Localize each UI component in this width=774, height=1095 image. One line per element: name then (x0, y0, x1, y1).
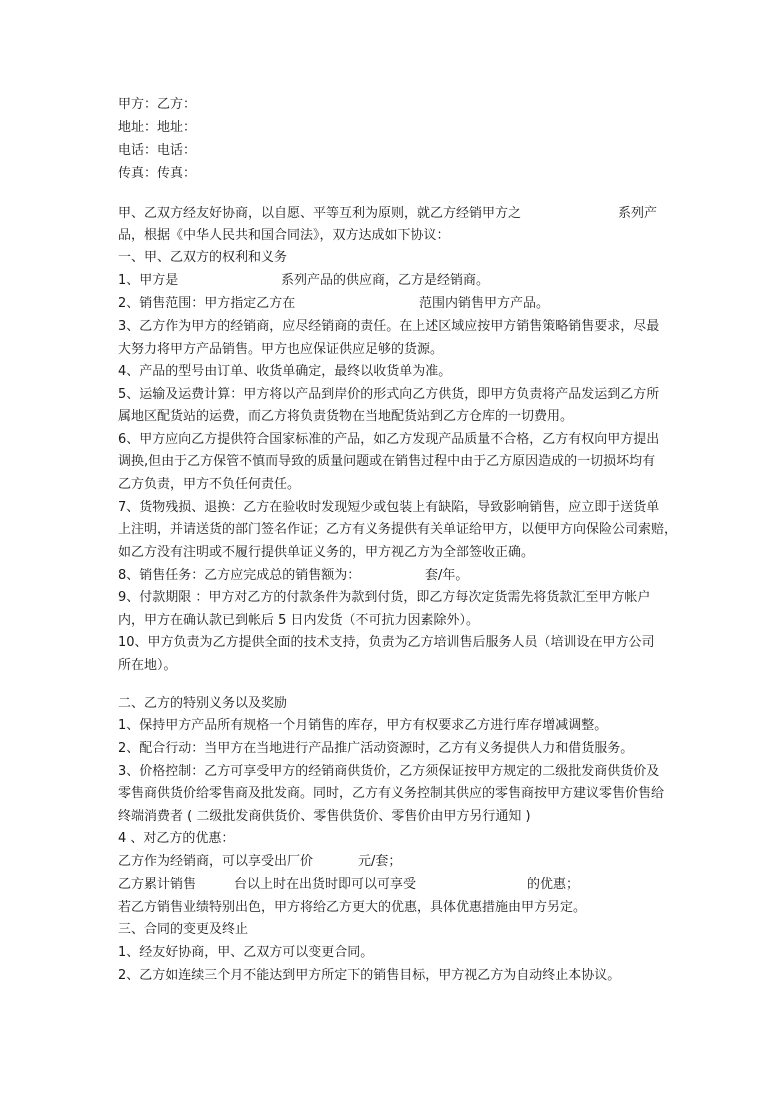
party-names-line: 甲方：乙方： (118, 97, 197, 112)
party-phone-line: 电话：电话： (118, 143, 197, 158)
clause-2-4-line-2c: 的优惠； (527, 877, 580, 892)
clause-2-4-line-3: 若乙方销售业绩特别出色，甲方将给乙方更大的优惠，具体优惠措施由甲方另定。 (118, 900, 587, 915)
clause-1-3-line-1: 3、乙方作为甲方的经销商，应尽经销商的责任。在上述区域应按甲方销售策略销售要求，尽最 (118, 319, 660, 334)
clause-1-8a: 8、销售任务：乙方应完成总的销售额为： (118, 568, 361, 583)
clause-2-3-line-2: 零售商供货价给零售商及批发商。同时，乙方有义务控制其供应的零售商按甲方建议零售价售给 (118, 786, 665, 801)
clause-2-4-line-2a: 乙方累计销售 (118, 877, 197, 892)
clause-1-6-line-2: 调换,但由于乙方保管不慎而导致的质量问题或在销售过程中由于乙方原因造成的一切损坏均有 (118, 454, 656, 469)
section-1-title: 一、甲、乙双方的权利和义务 (118, 250, 288, 265)
clause-1-2a: 2、销售范围：甲方指定乙方在 (118, 296, 296, 311)
clause-2-1: 1、保持甲方产品所有规格一个月销售的库存，甲方有权要求乙方进行库存增减调整。 (118, 718, 608, 733)
clause-2-2: 2、配合行动：当甲方在当地进行产品推广活动资源时，乙方有义务提供人力和借货服务。 (118, 741, 634, 756)
clause-1-6-line-1: 6、甲方应向乙方提供符合国家标准的产品，如乙方发现产品质量不合格，乙方有权向甲方提出 (118, 432, 660, 447)
clause-2-3-line-1: 3、价格控制：乙方可享受甲方的经销商供货价，乙方须保证按甲方规定的二级批发商供货价及 (118, 764, 660, 779)
clause-1-6-line-3: 乙方负责，甲方不负任何责任。 (118, 477, 301, 492)
clause-3-1: 1、经友好协商，甲、乙双方可以变更合同。 (118, 945, 374, 960)
clause-2-4-line-1a: 乙方作为经销商，可以享受出厂价 (118, 854, 314, 869)
clause-2-3-line-3: 终端消费者 ( 二级批发商供货价、零售供货价、零售价由甲方另行通知 ) (118, 809, 531, 824)
clause-1-10-line-1: 10、甲方负责为乙方提供全面的技术支持，负责为乙方培训售后服务人员（培训设在甲方公司 (118, 635, 655, 650)
section-3-title: 三、合同的变更及终止 (118, 922, 249, 937)
clause-1-10-line-2: 所在地）。 (118, 658, 177, 673)
clause-2-4-line-2b: 台以上时在出货时即可以可享受 (234, 877, 417, 892)
clause-1-5-line-1: 5、运输及运费计算：甲方将以产品到岸价的形式向乙方供货，即甲方负责将产品发运到乙方所 (118, 387, 660, 402)
clause-1-1a: 1、甲方是 (118, 273, 179, 288)
party-fax-line: 传真：传真： (118, 166, 197, 181)
clause-3-2: 2、乙方如连续三个月不能达到甲方所定下的销售目标，甲方视乙方为自动终止本协议。 (118, 968, 621, 983)
section-2-title: 二、乙方的特别义务以及奖励 (118, 696, 288, 711)
clause-1-9-line-2: 内，甲方在确认款已到帐后 5 日内发货（不可抗力因素除外）。 (118, 613, 480, 628)
clause-1-1b: 系列产品的供应商，乙方是经销商。 (281, 273, 490, 288)
clause-2-4-title: 4 、对乙方的优惠： (118, 831, 235, 846)
clause-1-9-line-1: 9、付款期限 ：甲方对乙方的付款条件为款到付货，即乙方每次定货需先将货款汇至甲方帐户 (118, 590, 651, 605)
clause-1-4: 4、产品的型号由订单、收货单确定，最终以收货单为准。 (118, 364, 452, 379)
clause-1-7-line-1: 7、货物残损、退换：乙方在验收时发现短少或包装上有缺陷，导致影响销售，应立即于送货单 (118, 500, 660, 515)
clause-1-3-line-2: 大努力将甲方产品销售。甲方也应保证供应足够的货源。 (118, 342, 444, 357)
clause-1-2b: 范围内销售甲方产品。 (419, 296, 550, 311)
intro-line-1a: 甲、乙双方经友好协商，以自愿、平等互利为原则，就乙方经销甲方之 (118, 206, 522, 221)
intro-line-1b: 系列产 (618, 206, 658, 221)
clause-1-8b: 套/年。 (425, 568, 469, 583)
intro-line-2: 品，根据《中华人民共和国合同法》，双方达成如下协议： (118, 228, 450, 243)
clause-1-7-line-2: 上注明，并请送货的部门签名作证；乙方有义务提供有关单证给甲方，以便甲方向保险公司索赔， (118, 522, 678, 537)
clause-1-5-line-2: 属地区配货站的运费，而乙方将负责货物在当地配货站到乙方仓库的一切费用。 (118, 409, 574, 424)
clause-2-4-line-1b: 元/套； (358, 854, 402, 869)
party-address-line: 地址：地址： (118, 120, 197, 135)
clause-1-7-line-3: 如乙方没有注明或不履行提供单证义务的，甲方视乙方为全部签收正确。 (118, 545, 535, 560)
